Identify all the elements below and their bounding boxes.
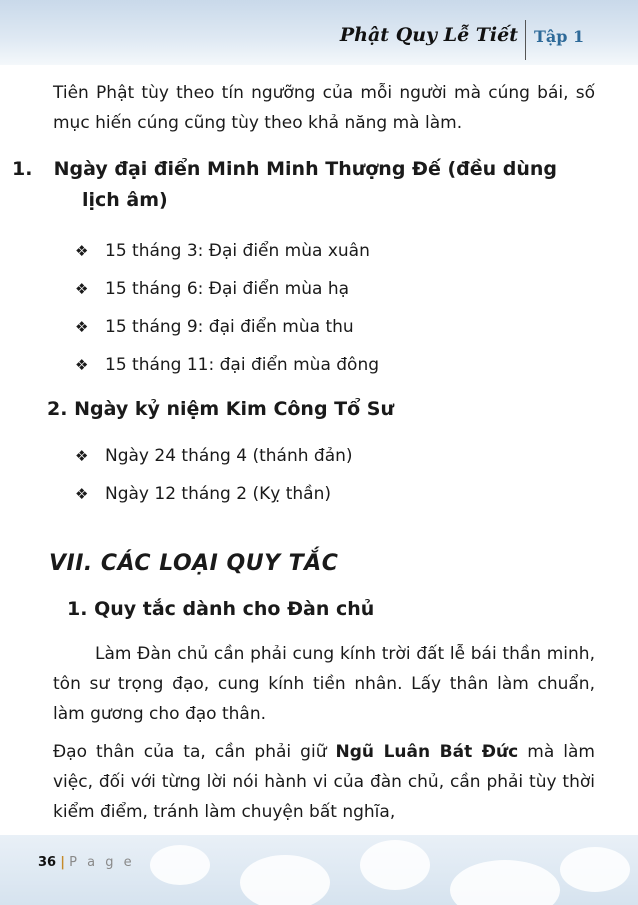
section-1-list (53, 232, 595, 384)
book-title: Phật Quy Lễ Tiết (339, 24, 518, 46)
volume-label: Tập 1 (534, 27, 585, 46)
list-item: ❖ Ngày 12 tháng 2 (Kỵ thần) (53, 475, 595, 513)
body-paragraph-1: Làm Đàn chủ cần phải cung kính trời đất lễ bái thần minh, tôn sư trọng đạo, cung kính tiền nhân. Lấy thân làm chuẩn, làm gương cho đạo thân. (53, 644, 595, 724)
page-content (12, 78, 595, 827)
diamond-bullet-icon: ❖ (75, 318, 89, 336)
list-item: ❖ 15 tháng 9: đại điển mùa thu (53, 308, 595, 346)
diamond-bullet-icon: ❖ (75, 280, 89, 298)
snow-decoration (150, 845, 210, 885)
diamond-bullet-icon: ❖ (75, 242, 89, 260)
page-label: P a g e (69, 855, 135, 870)
snow-decoration (450, 860, 560, 905)
page-footer (38, 855, 135, 870)
list-item: ❖ 15 tháng 3: Đại điển mùa xuân (53, 232, 595, 270)
intro-paragraph: Tiên Phật tùy theo tín ngưỡng của mỗi người mà cúng bái, số mục hiến cúng cũng tùy theo khả năng mà làm. (53, 83, 595, 133)
section-1-title: Ngày đại điển Minh Minh Thượng Đế (đều dùng lịch âm) (53, 158, 558, 211)
subsection-title: Quy tắc dành cho Đàn chủ (94, 598, 375, 620)
snow-decoration (360, 840, 430, 890)
section-2-title: Ngày kỷ niệm Kim Công Tổ Sư (74, 398, 395, 420)
chapter-title: VII. CÁC LOẠI QUY TẮC (49, 551, 339, 576)
page-number: 36 (38, 855, 57, 870)
section-2-number: 2. (47, 398, 68, 420)
diamond-bullet-icon: ❖ (75, 485, 89, 503)
snow-decoration (240, 855, 330, 905)
subsection-heading (67, 594, 595, 625)
header-divider (525, 20, 526, 60)
emphasis-text: Ngũ Luân Bát Đức (335, 742, 519, 762)
footer-band (0, 835, 638, 905)
body-paragraph-2: Đạo thân của ta, cần phải giữ Ngũ Luân Bát Đức mà làm việc, đối với từng lời nói hành vi của đàn chủ, cần phải tùy thời kiểm điểm, tránh làm chuyện bất nghĩa, (53, 742, 595, 822)
list-item: ❖ 15 tháng 11: đại điển mùa đông (53, 346, 595, 384)
list-item: ❖ Ngày 24 tháng 4 (thánh đản) (53, 437, 595, 475)
diamond-bullet-icon: ❖ (75, 447, 89, 465)
list-item: ❖ 15 tháng 6: Đại điển mùa hạ (53, 270, 595, 308)
section-2-heading (47, 394, 595, 425)
header-band (0, 0, 638, 65)
section-2-list (53, 437, 595, 513)
subsection-number: 1. (67, 598, 88, 620)
diamond-bullet-icon: ❖ (75, 356, 89, 374)
snow-decoration (560, 847, 630, 892)
section-1-heading: 1. Ngày đại điển Minh Minh Thượng Đế (đều dùng lịch âm) (12, 158, 558, 211)
footer-separator: | (60, 855, 65, 870)
